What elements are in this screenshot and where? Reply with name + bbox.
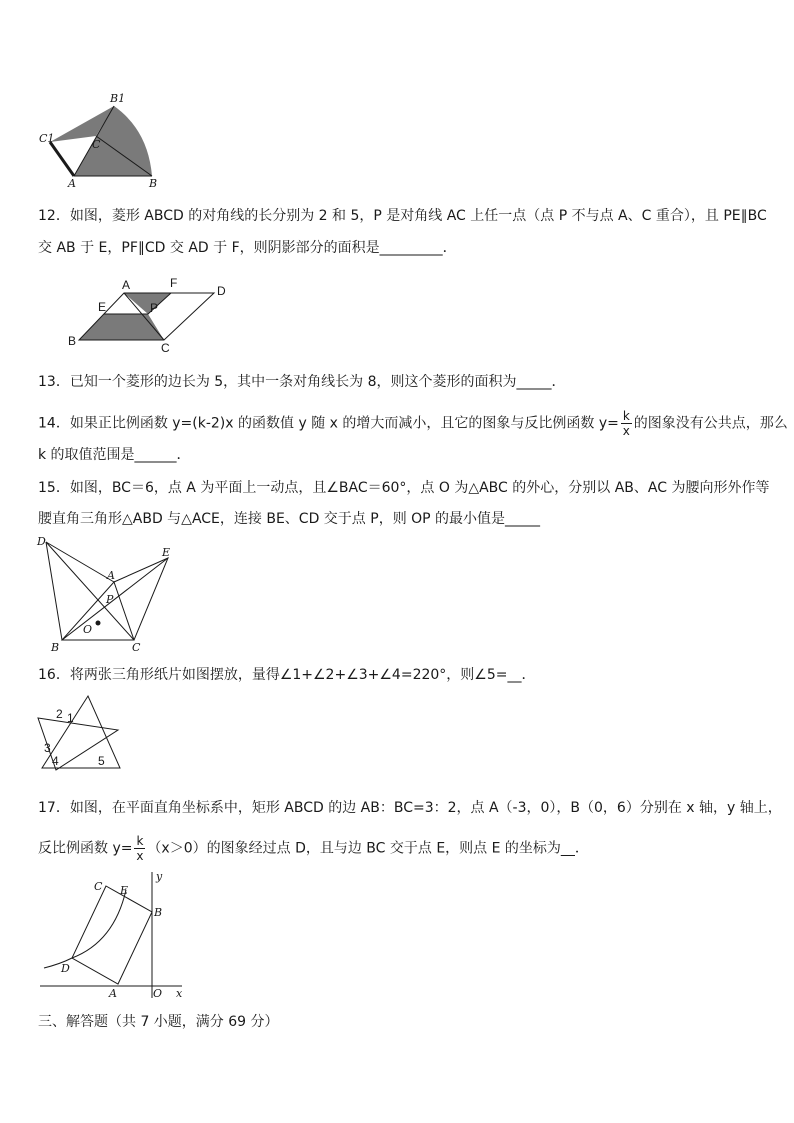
figure-triangles-abc (34, 532, 184, 654)
q17-frac-den: x (136, 849, 144, 863)
q15-line2: 腰直角三角形△ABD 与△ACE，连接 BE、CD 交于点 P，则 OP 的最小值是_____ (38, 511, 541, 527)
q14-text-post: 的图象没有公共点，那么 (633, 415, 788, 432)
fig17-label-b: B (154, 906, 163, 919)
q14-frac-den: x (622, 424, 630, 438)
q17-text-pre: 反比例函数 y= (38, 840, 133, 857)
q14-line2: k 的取值范围是______． (38, 447, 191, 463)
fig12-label-p: P (150, 301, 159, 315)
fig11-label-c1: C1 (39, 132, 55, 145)
q15-line1: 15．如图，BC＝6，点 A 为平面上一动点，且∠BAC＝60°，点 O 为△ABC 的外心，分别以 AB、AC 为腰向形外作等 (38, 480, 770, 496)
fig17-label-e: E (120, 884, 129, 897)
q17-line1: 17．如图，在平面直角坐标系中，矩形 ABCD 的边 AB：BC=3：2，点 A（-3，0），B（0，6）分别在 x 轴，y 轴上， (38, 800, 782, 816)
fig15-label-c: C (132, 641, 141, 654)
fig11-label-c: C (92, 138, 101, 151)
fig16-angle-3: 3 (44, 741, 51, 755)
fig12-label-d: D (217, 284, 226, 298)
fig17-label-o: O (153, 987, 163, 1000)
q12-line1: 12．如图，菱形 ABCD 的对角线的长分别为 2 和 5，P 是对角线 AC 上任一点（点 P 不与点 A、C 重合），且 PE∥BC (38, 208, 767, 224)
fig12-label-e: E (98, 300, 107, 314)
fig17-label-y: y (156, 870, 163, 883)
q14-frac-num: k (622, 409, 630, 423)
fig16-angle-5: 5 (98, 754, 105, 768)
figure-rhombus (64, 276, 239, 356)
fig11-label-b1: B1 (110, 92, 126, 105)
section-heading-3: 三、解答题（共 7 小题，满分 69 分） (38, 1014, 279, 1030)
q17-frac-num: k (136, 834, 144, 848)
fig12-label-a: A (122, 278, 131, 292)
fig17-label-c: C (94, 880, 103, 893)
q16-line1: 16．将两张三角形纸片如图摆放，量得∠1+∠2+∠3+∠4=220°，则∠5=__． (38, 667, 536, 683)
q17-fraction (134, 834, 145, 863)
q13-line1: 13．已知一个菱形的边长为 5，其中一条对角线长为 8，则这个菱形的面积为_____． (38, 374, 566, 390)
fig16-angle-4: 4 (52, 754, 59, 768)
fig12-label-c: C (161, 341, 170, 355)
q12-line2: 交 AB 于 E，PF∥CD 交 AD 于 F，则阴影部分的面积是_________． (38, 240, 457, 256)
fig12-label-b: B (68, 334, 77, 348)
figure-coordinate-rectangle (40, 870, 190, 1004)
fig17-label-x: x (176, 987, 183, 1000)
q14-line1 (38, 409, 788, 438)
fig11-label-a: A (68, 177, 76, 188)
fig17-label-a: A (109, 987, 117, 1000)
fig16-angle-2: 2 (56, 707, 63, 721)
fig11-label-b: B (149, 177, 158, 188)
fig15-label-p: P (106, 593, 114, 606)
fig15-label-d: D (37, 535, 46, 548)
fig15-label-a: A (107, 569, 115, 582)
fig15-label-b: B (51, 641, 60, 654)
q17-text-post: （x＞0）的图象经过点 D，且与边 BC 交于点 E，则点 E 的坐标为__． (147, 840, 589, 857)
fig16-angle-1: 1 (67, 711, 74, 725)
figure-two-triangles (34, 692, 126, 772)
figure-rotated-triangle (36, 92, 161, 188)
fig15-label-e: E (162, 546, 171, 559)
q14-text-pre: 14．如果正比例函数 y=(k-2)x 的函数值 y 随 x 的增大而减小，且它的图象与反比例函数 y= (38, 415, 619, 432)
q14-fraction (621, 409, 632, 438)
fig17-label-d: D (61, 962, 70, 975)
fig12-label-f: F (170, 276, 178, 290)
fig15-label-o: O (83, 623, 93, 636)
q17-line2 (38, 834, 589, 863)
